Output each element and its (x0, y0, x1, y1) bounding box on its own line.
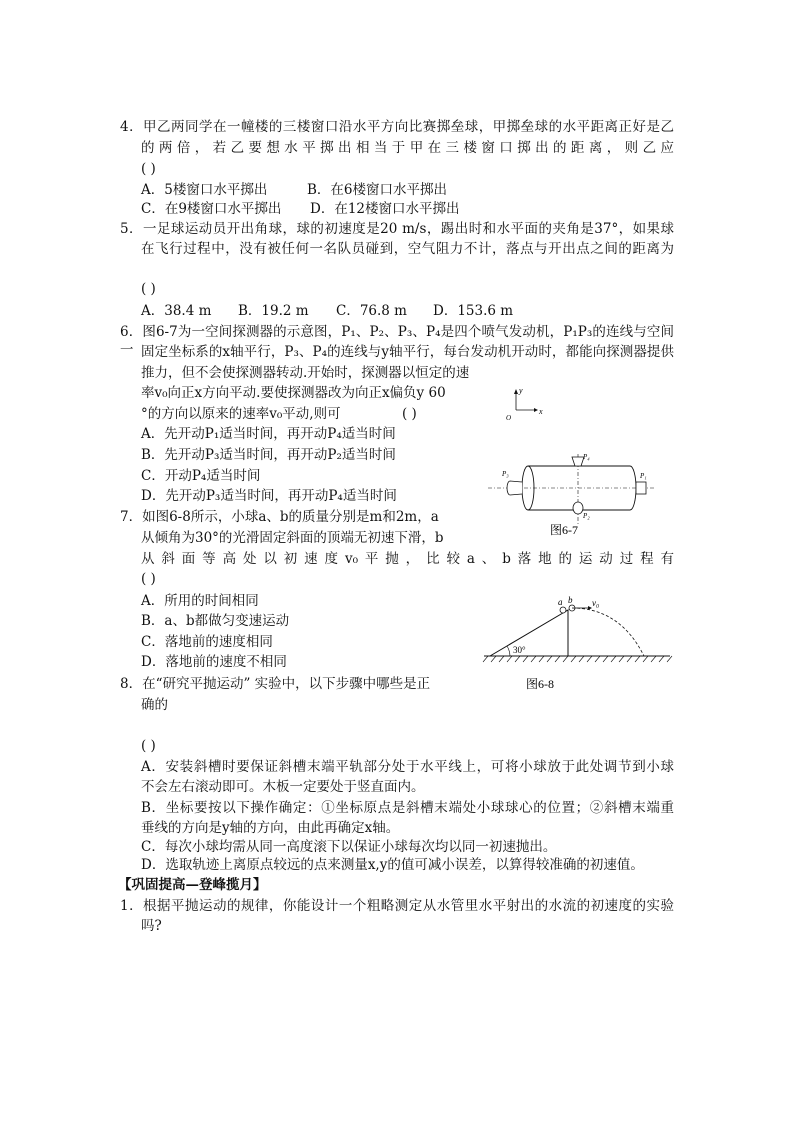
projectile-trajectory (572, 608, 644, 656)
q6-line-2: 固定坐标系的x轴平行，P₃、P₄的连线与y轴平行，每台发动机开动时，都能向探测器提供 (141, 344, 674, 360)
q4-line-2: 的两倍，若乙要想水平掷出相当于甲在三楼窗口掷出的距离，则乙应 (141, 140, 674, 156)
label-p4: P₄ (583, 453, 590, 461)
figure-6-7 (482, 380, 662, 542)
incline (490, 610, 568, 656)
q8-option-c: C．每次小球均需从同一高度滚下以保证小球每次均以同一初速抛出。 (141, 839, 557, 855)
q7-option-d: D．落地前的速度不相同 (141, 654, 287, 670)
q8-option-b-line-1: B．坐标要按以下操作确定：①坐标原点是斜槽末端处小球球心的位置；②斜槽末端重 (141, 800, 674, 816)
q5-answer-bracket: ( ) (141, 281, 156, 297)
q4-answer-bracket: ( ) (141, 161, 156, 177)
q4-line-1: 4．甲乙两同学在一幢楼的三楼窗口沿水平方向比赛掷垒球，甲掷垒球的水平距离正好是乙 (120, 119, 674, 135)
engine-p1 (636, 482, 646, 494)
q7-answer-bracket: ( ) (141, 571, 156, 587)
q7-line-3: 从斜面等高处以初速度v₀平抛，比较a、b落地的运动过程有 (141, 551, 674, 567)
q7-line-2: 从倾角为30°的光滑固定斜面的顶端无初速下滑，b (141, 530, 444, 546)
y-axis-arrow (514, 389, 518, 394)
q8-line-1: 8．在“研究平抛运动” 实验中，以下步骤中哪些是正 (120, 676, 431, 692)
q6-option-b: B．先开动P₃适当时间，再开动P₂适当时间 (141, 447, 396, 463)
q8-answer-bracket: ( ) (141, 738, 156, 754)
origin-label: O (506, 414, 512, 422)
engine-p3 (507, 481, 522, 495)
engine-p2 (573, 502, 583, 514)
ball-b-label: b (568, 595, 573, 605)
q6-line-1: 6．图6-7为一空间探测器的示意图，P₁、P₂、P₃、P₄是四个喷气发动机，P₁P₃的连线与空间一 (120, 324, 674, 358)
q8-line-2: 确的 (141, 697, 168, 713)
label-p2: P₂ (583, 512, 590, 520)
label-p3: P₃ (502, 470, 509, 478)
q5-option-a: A．38.4 m (141, 303, 212, 319)
ground-hatching (483, 656, 672, 662)
q4-option-b: B．在6楼窗口水平掷出 (307, 182, 448, 198)
exercise-1-line-2: 吗? (141, 918, 162, 934)
q5-option-b: B．19.2 m (238, 303, 309, 319)
x-axis-label: x (539, 407, 543, 416)
q7-line-1: 7．如图6-8所示，小球a、b的质量分别是m和2m，a (120, 509, 439, 525)
ball-a-label: a (558, 597, 563, 607)
q5-line-2: 在飞行过程中，没有被任何一名队员碰到，空气阻力不计，落点与开出点之间的距离为 (141, 241, 674, 257)
figure-6-8 (480, 594, 676, 694)
q4-option-d: D．在12楼窗口水平掷出 (310, 201, 460, 217)
q7-option-a: A．所用的时间相同 (141, 593, 259, 609)
q6-line-5: °的方向以原来的速率v₀平动,则可 (141, 406, 341, 422)
figure-6-8-caption: 图6-8 (526, 677, 554, 691)
q6-option-c: C．开动P₄适当时间 (141, 468, 261, 484)
q5-line-1: 5．一足球运动员开出角球，球的初速度是20 m/s，踢出时和水平面的夹角是37°，如果球 (120, 221, 674, 237)
q5-option-c: C．76.8 m (336, 303, 407, 319)
q6-line-3: 推力，但不会使探测器转动.开始时，探测器以恒定的速 (141, 365, 470, 381)
velocity-label: v₀ (592, 598, 600, 608)
y-axis-label: y (519, 386, 523, 395)
q6-answer-bracket: ( ) (402, 406, 417, 422)
q4-option-a: A．5楼窗口水平掷出 (141, 182, 268, 198)
x-axis-arrow (534, 408, 538, 412)
q6-line-4: 率v₀向正x方向平动.要使探测器改为向正x偏负y 60 (141, 385, 446, 401)
q8-option-b-line-2: 垂线的方向是y轴的方向，由此再确定x轴。 (141, 820, 400, 836)
figure-6-7-caption: 图6-7 (550, 523, 578, 537)
q8-option-a-line-1: A．安装斜槽时要保证斜槽末端平轨部分处于水平线上，可将小球放于此处调节到小球 (141, 759, 674, 775)
q8-option-d: D．选取轨迹上离原点较远的点来测量x,y的值可减小误差，以算得较准确的初速值。 (141, 857, 644, 873)
label-p1: P₁ (640, 472, 647, 480)
section-heading: 【巩固提高—登峰揽月】 (118, 877, 267, 893)
q8-option-a-line-2: 不会左右滚动即可。木板一定要处于竖直面内。 (141, 779, 425, 795)
q6-option-d: D．先开动P₃适当时间，再开动P₄适当时间 (141, 488, 397, 504)
q5-option-d: D．153.6 m (433, 303, 514, 319)
q6-option-a: A．先开动P₁适当时间，再开动P₄适当时间 (141, 426, 396, 442)
q7-option-c: C．落地前的速度相同 (141, 634, 273, 650)
exercise-1-line-1: 1．根据平抛运动的规律，你能设计一个粗略测定从水管里水平射出的水流的初速度的实验 (120, 898, 674, 914)
q4-option-c: C．在9楼窗口水平掷出 (141, 201, 282, 217)
ball-a (560, 607, 566, 613)
angle-label: 30° (513, 645, 526, 655)
q7-option-b: B．a、b都做匀变速运动 (141, 613, 290, 629)
